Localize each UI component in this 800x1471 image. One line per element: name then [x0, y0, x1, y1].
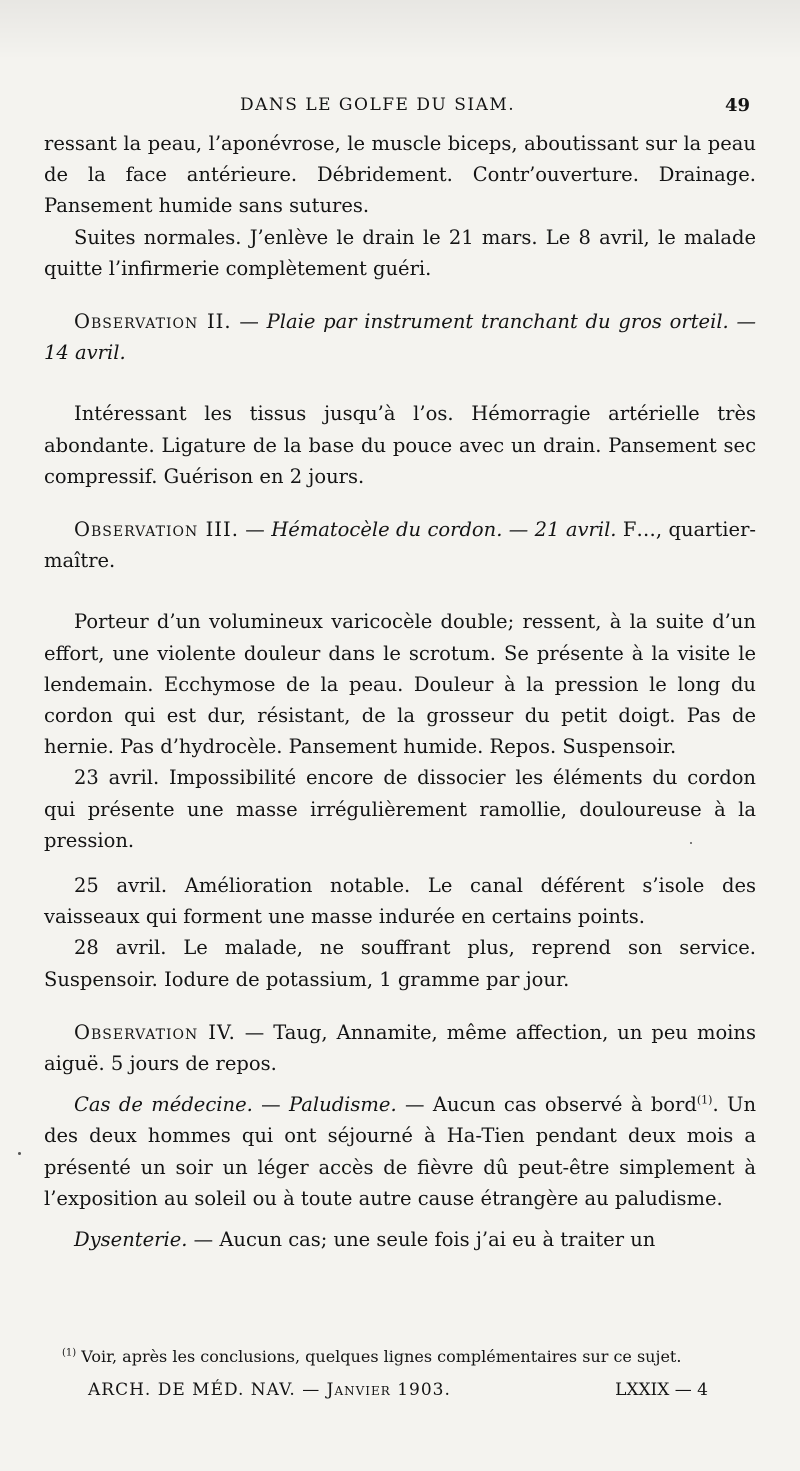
journal-source: ARCH. DE MÉD. NAV. — Janvier 1903. — [88, 1380, 451, 1400]
dysenterie-heading: Dysenterie. — [74, 1228, 188, 1252]
observation-3-label: Observation III. — [74, 518, 239, 542]
page-top-shading — [0, 0, 800, 60]
observation-4-label: Observation IV. — [74, 1020, 236, 1044]
observation-3-dash: — — [238, 518, 272, 542]
observation-2-paragraph: Intéressant les tissus jusqu’à l’os. Hémorragie artérielle très abondante. Ligature de la base du pouce avec un drain. Pansement sec compressif. Guérison en 2 jours. — [44, 402, 756, 488]
paragraph-continuation: ressant la peau, l’aponévrose, le muscle biceps, aboutissant sur la peau de la face antérieure. Débridement. Contr’ouverture. Drainage. Pansement humide sans sutures. — [44, 132, 756, 218]
observation-2-dash: — — [231, 310, 267, 334]
observation-2-heading — [44, 306, 756, 368]
footnote-reference: (1) — [696, 1093, 713, 1107]
dysenterie-text: — Aucun cas; une seule fois j’ai eu à traiter un — [187, 1228, 656, 1252]
page-number: 49 — [724, 95, 750, 116]
footnote-marker: (1) — [62, 1347, 77, 1359]
observation-3-paragraph-3: 25 avril. Amélioration notable. Le canal déférent s’isole des vaisseaux qui forment une masse indurée en certains points. — [44, 874, 756, 929]
medecine-heading: Cas de médecine. — [74, 1093, 253, 1117]
dysenterie-paragraph — [44, 1224, 756, 1255]
medecine-paragraph — [44, 1089, 756, 1214]
observation-3-heading — [44, 514, 756, 576]
footnote — [62, 1346, 752, 1368]
observation-2-label: Observation II. — [74, 310, 232, 334]
observation-3-paragraph-2: 23 avril. Impossibilité encore de dissocier les éléments du cordon qui présente une masse irrégulièrement ramollie, douloureuse à la pression. — [44, 766, 756, 852]
observation-3-date: — 21 avril. — [502, 518, 617, 542]
page-body — [44, 128, 756, 1255]
observation-3-subject: F…, quartier-maître. — [44, 518, 756, 573]
medecine-text-after-ref: . Un des deux hommes qui ont séjourné à Ha-Tien pendant deux mois a présenté un soir un léger accès de fièvre dû peut-être simplement à l’exposition au soleil ou à toute autre cause étrangère au paludisme. — [44, 1093, 757, 1210]
footnote-text: Voir, après les conclusions, quelques lignes complémentaires sur ce sujet. — [76, 1347, 682, 1366]
observation-2-date: — 14 avril. — [44, 310, 757, 365]
observation-3-title: Hématocèle du cordon. — [271, 518, 503, 542]
signature-mark: LXXIX — 4 — [615, 1380, 708, 1400]
observation-4-text: — Taug, Annamite, même affection, un peu moins aiguë. 5 jours de repos. — [44, 1020, 756, 1076]
observation-4-paragraph — [44, 1017, 756, 1079]
medecine-dash: — — [252, 1093, 290, 1117]
running-head: DANS LE GOLFE DU SIAM. — [240, 95, 516, 115]
scan-speck — [18, 1152, 21, 1155]
observation-3-paragraph-1: Porteur d’un volumineux varicocèle double; ressent, à la suite d’un effort, une violente douleur dans le scrotum. Se présente à la visite le lendemain. Ecchymose de la peau. Douleur à la pression le long du cordon qui est dur, résistant, de la grosseur du petit doigt. Pas de hernie. Pas d’hydrocèle. Pansement humide. Repos. Suspensoir. — [44, 610, 756, 759]
paragraph-suites: Suites normales. J’enlève le drain le 21 mars. Le 8 avril, le malade quitte l’infirmerie complètement guéri. — [44, 225, 756, 280]
medecine-text-before-ref: — Aucun cas observé à bord — [396, 1093, 697, 1117]
page-footer — [88, 1380, 708, 1404]
page-header — [60, 95, 750, 125]
paludisme-heading: Paludisme. — [289, 1093, 397, 1117]
observation-3-paragraph-4: 28 avril. Le malade, ne souffrant plus, reprend son service. Suspensoir. Iodure de potassium, 1 gramme par jour. — [44, 936, 756, 991]
observation-2-title: Plaie par instrument tranchant du gros orteil. — [266, 310, 729, 334]
scan-speck — [690, 842, 692, 844]
